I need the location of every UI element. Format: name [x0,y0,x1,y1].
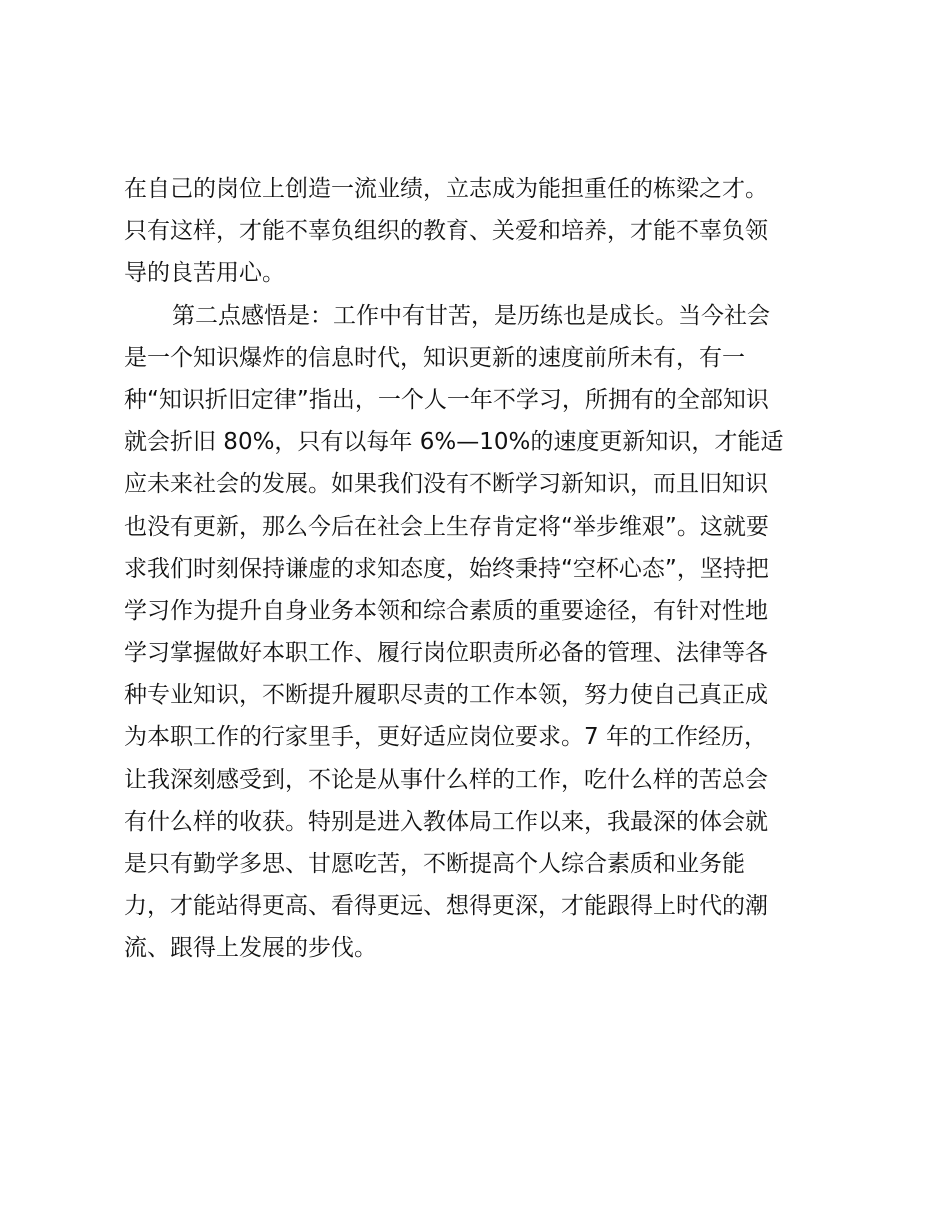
text-line: 只有这样，才能不辜负组织的教育、关爱和培养，才能不辜负领 [124,218,768,245]
text-line: 也没有更新，那么今后在社会上生存肯定将“举步维艰”。这就要 [124,513,769,540]
text-line: 有什么样的收获。特别是进入教体局工作以来，我最深的体会就 [124,808,768,835]
text-line: 力，才能站得更高、看得更远、想得更深，才能跟得上时代的潮 [124,893,768,920]
text-line: 让我深刻感受到，不论是从事什么样的工作，吃什么样的苦总会 [124,766,768,793]
text-line: 学习作为提升自身业务本领和综合素质的重要途径，有针对性地 [124,597,768,624]
paragraph-start-line: 第二点感悟是：工作中有甘苦，是历练也是成长。当今社会 [172,302,770,329]
text-line: 就会折旧 80%，只有以每年 6%—10%的速度更新知识，才能适 [124,429,784,456]
text-line: 在自己的岗位上创造一流业绩，立志成为能担重任的栋梁之才。 [124,176,768,202]
text-line: 种“知识折旧定律”指出，一个人一年不学习，所拥有的全部知识 [124,386,769,413]
text-line: 为本职工作的行家里手，更好适应岗位要求。7 年的工作经历， [124,724,767,751]
body-text [124,168,844,970]
text-line: 学习掌握做好本职工作、履行岗位职责所必备的管理、法律等各 [124,640,768,667]
text-line: 是一个知识爆炸的信息时代，知识更新的速度前所未有，有一 [124,344,745,371]
text-line: 导的良苦用心。 [124,260,285,287]
text-line: 种专业知识，不断提升履职尽责的工作本领，努力使自己真正成 [124,682,768,709]
text-line: 流、跟得上发展的步伐。 [124,935,377,962]
text-line: 是只有勤学多思、甘愿吃苦，不断提高个人综合素质和业务能 [124,851,745,877]
text-line: 求我们时刻保持谦虚的求知态度，始终秉持“空杯心态”，坚持把 [124,555,769,582]
text-line: 应未来社会的发展。如果我们没有不断学习新知识，而且旧知识 [124,471,768,498]
